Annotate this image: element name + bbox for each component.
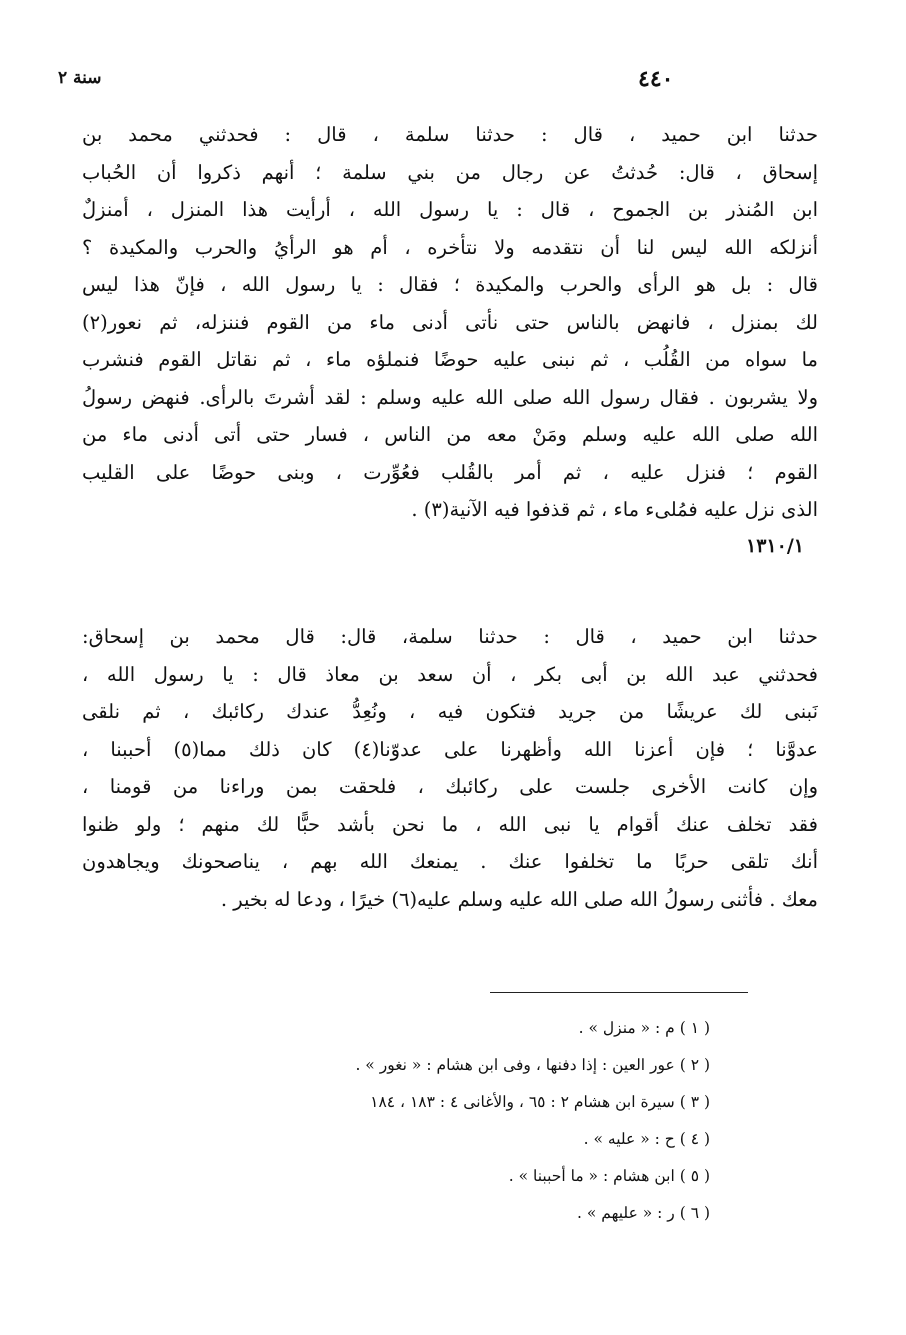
text-line: حدثنا ابن حميد ، قال : حدثنا سلمة، قال: قال محمد بن إسحاق: [82,625,818,648]
text-line: لك بمنزل ، فانهض بالناس حتى نأتى أدنى ماء من القوم فننزله، ثم نعور(٢) [82,310,818,334]
text-line: ولا يشربون . فقال رسول الله صلى الله عليه وسلم : لقد أشرتَ بالرأى. فنهض رسولُ [82,385,818,409]
footnote-divider [490,992,748,993]
paragraph-2 [82,618,818,918]
footnote: ( ٢ ) عور العين : إذا دفنها ، وفى ابن هشام : « نغور » . [355,1056,710,1074]
footnote: ( ١ ) م : « منزل » . [578,1019,710,1037]
text-line: القوم ؛ فنزل عليه ، ثم أمر بالقُلب فعُوِّرت ، وبنى حوضًا على القليب [82,460,818,484]
footnote: ( ٣ ) سيرة ابن هشام ٢ : ٦٥ ، والأغانى ٤ : ١٨٣ ، ١٨٤ [370,1093,710,1111]
margin-reference: ١٣١٠/١ [746,535,804,557]
text-line: الله صلى الله عليه وسلم ومَنْ معه من الناس ، فسار حتى أتى أدنى ماء من [82,423,818,446]
footnote: ( ٥ ) ابن هشام : « ما أحببنا » . [508,1167,710,1185]
text-line: حدثنا ابن حميد ، قال : حدثنا سلمة ، قال : فحدثني محمد بن [82,123,818,146]
text-line: فحدثني عبد الله بن أبى بكر ، أن سعد بن معاذ قال : يا رسول الله ، [82,662,818,686]
text-line: الذى نزل عليه فمُلىء ماء ، ثم قذفوا فيه الآنية(٣) . [411,498,818,521]
footnote: ( ٦ ) ر : « عليهم » . [577,1204,710,1222]
paragraph-1 [82,116,818,529]
text-line: ابن المُنذر بن الجموح ، قال : يا رسول الله ، أرأيت هذا المنزل ، أمنزلٌ [82,198,818,221]
text-line: أنزلكه الله ليس لنا أن نتقدمه ولا نتأخره ، أم هو الرأيُ والحرب والمكيدة ؟ [82,235,818,259]
text-line: معك . فأثنى رسولُ الله صلى الله عليه وسلم عليه(٦) خيرًا ، ودعا له بخير . [220,887,818,911]
text-line: إسحاق ، قال: حُدثتُ عن رجال من بني سلمة ؛ أنهم ذكروا أن الحُباب [82,160,818,184]
text-line: نَبنى لك عريشًا من جريد فتكون فيه ، ونُعِدُّ عندك ركائبك ، ثم نلقى [82,700,818,723]
text-line: فقد تخلف عنك أقوام يا نبى الله ، ما نحن بأشد حبًّا لك منهم ؛ ولو ظنوا [82,812,818,836]
page-number: ٤٤٠ [638,66,674,92]
text-line: ما سواه من القُلُب ، ثم نبنى عليه حوضًا فنملؤه ماء ، ثم نقاتل القوم فنشرب [82,348,818,371]
text-line: قال : بل هو الرأى والحرب والمكيدة ؛ فقال : يا رسول الله ، فإنّ هذا ليس [82,273,818,296]
year-label: سنة ٢ [58,68,102,88]
footnote: ( ٤ ) ح : « عليه » . [583,1130,710,1148]
footnotes [250,1010,710,1232]
text-line: أنك تلقى حربًا ما تخلفوا عنك . يمنعك الله بهم ، يناصحونك ويجاهدون [82,850,818,873]
text-line: عدوَّنا ؛ فإن أعزنا الله وأظهرنا على عدوّنا(٤) كان ذلك مما(٥) أحببنا ، [82,737,818,761]
text-line: وإن كانت الأخرى جلست على ركائبك ، فلحقت بمن وراءنا من قومنا ، [82,775,818,798]
